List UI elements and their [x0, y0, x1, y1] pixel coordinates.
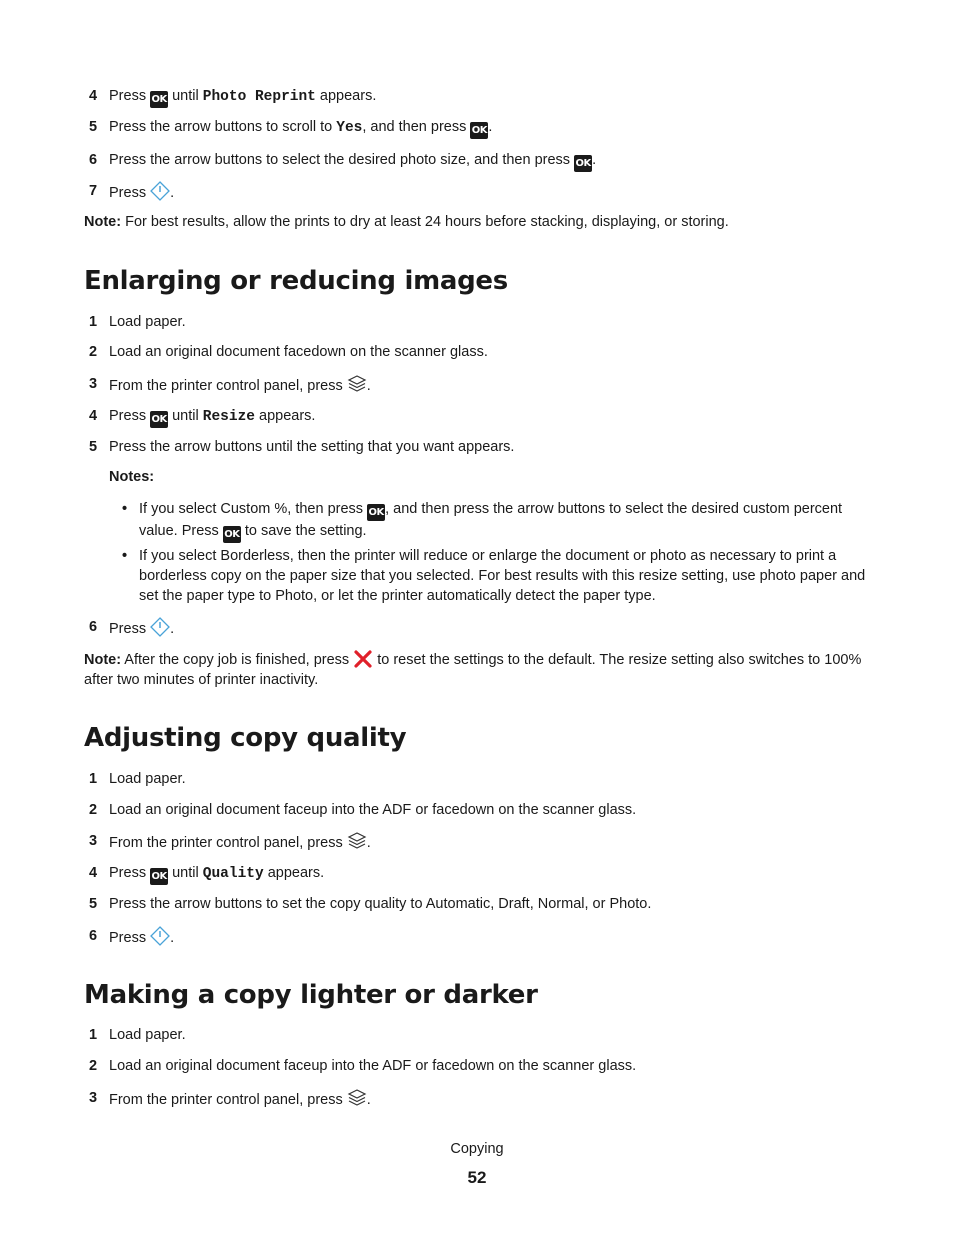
page-number: 52: [467, 1168, 487, 1187]
reset-settings-note: Note: After the copy job is finished, press to reset the settings to the default. The resize setting also switches to 100% after two minutes of printer inactivity.: [84, 652, 862, 688]
start-icon: [150, 617, 170, 637]
footer-section-name: Copying: [450, 1141, 504, 1157]
ok-button-icon: OK: [223, 526, 241, 543]
heading-lighter-darker: Making a copy lighter or darker: [84, 980, 538, 1010]
ok-button-icon: OK: [367, 504, 385, 521]
ok-button-icon: OK: [150, 411, 168, 428]
ok-button-icon: OK: [574, 155, 592, 172]
cancel-icon: [353, 650, 373, 668]
heading-copy-quality: Adjusting copy quality: [84, 723, 407, 753]
ok-button-icon: OK: [150, 868, 168, 885]
notes-label: Notes:: [109, 469, 155, 485]
heading-enlarging-reducing: Enlarging or reducing images: [84, 266, 508, 296]
copy-icon: [347, 374, 367, 394]
ok-button-icon: OK: [470, 122, 488, 139]
start-icon: [150, 926, 170, 946]
document-page: 4 Press OK until Photo Reprint appears. 5 Press the arrow buttons to scroll to Yes, and then press OK. 6 Press the arrow buttons to select the desired photo size, and then press OK. 7 Press . Note: For best results, allow the prints to dry at least 24 hours before stacking, displaying, or storing. Enlarging or reducing images 1 Load paper. 2 Load an original document facedown on the scanner glass. 3 From the printer control panel, press . 4 Press OK until Resize appears. 5 Press the arrow buttons until the setting that you want appears. Notes: • If you select Custom %, then press OK, and then press the arrow buttons to select the desired custom percent value. Press OK to save the setting. • If you select Borderless, then the printer will reduce or enlarge the document or photo as necessary to print a borderless copy on the paper size that you selected. For best results with this resize setting, use photo paper and set the paper type to Photo, or let the printer automatically detect the paper type. 6 Press . Note: After the copy job is finished, press to reset the settings to the default. The resize setting also switches to 100% after two minutes of printer inactivity. Adjusting copy quality 1 Load paper. 2 Load an original document faceup into the ADF or facedown on the scanner glass. 3 From the printer control panel, press . 4 Press OK until Quality appears. 5 Press the arrow buttons to set the copy quality to Automatic, Draft, Normal, or Photo. 6 Press . Making a copy lighter or darker 1 Load paper. 2 Load an original document faceup into the ADF or facedown on the scanner glass. 3 From the printer control panel, press . Copying 52: [0, 0, 954, 1235]
dry-prints-note: Note: For best results, allow the prints to dry at least 24 hours before stacking, displaying, or storing.: [84, 214, 729, 230]
ok-button-icon: OK: [150, 91, 168, 108]
copy-icon: [347, 831, 367, 851]
start-icon: [150, 181, 170, 201]
copy-icon: [347, 1088, 367, 1108]
